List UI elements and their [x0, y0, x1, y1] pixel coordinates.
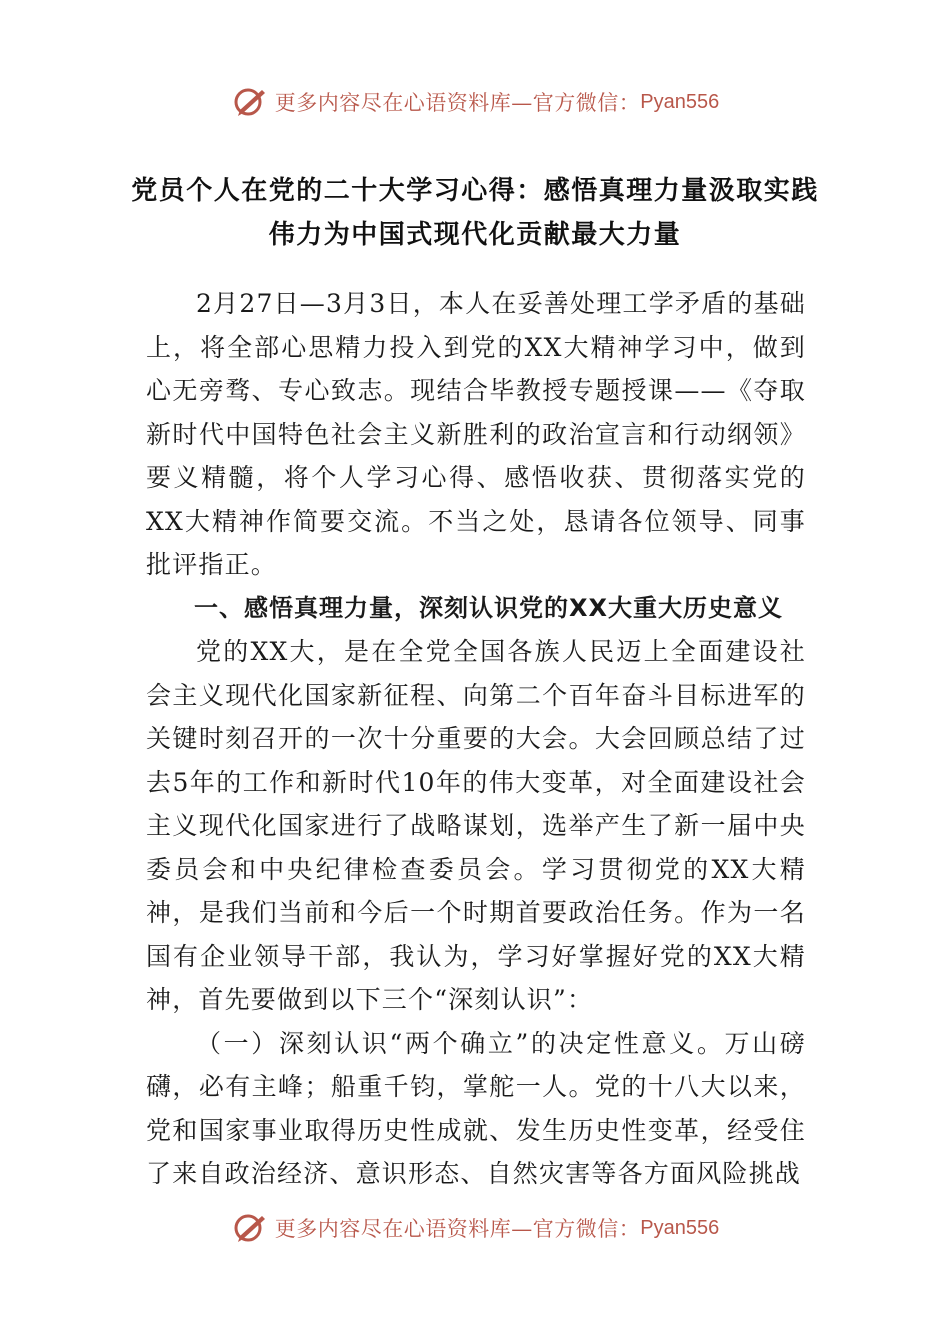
document-title-line1: 党员个人在党的二十大学习心得：感悟真理力量汲取实践	[131, 176, 819, 206]
watermark-banner-bottom	[0, 1206, 950, 1250]
subsection-paragraph: （一）深刻认识“两个确立”的决定性意义。万山磅礴，必有主峰；船重千钧，掌舵一人。党的十八大以来，党和国家事业取得历史性成就、发生历史性变革，经受住了来自政治经济、意识形态、自然灾害等各方面风险挑战	[146, 1028, 806, 1188]
document-title-line2: 伟力为中国式现代化贡献最大力量	[268, 220, 682, 250]
document-body	[146, 282, 806, 1196]
watermark-wechat-id: Pyan556	[640, 1216, 720, 1239]
watermark-text: 更多内容尽在心语资料库—官方微信：	[274, 1217, 641, 1241]
watermark-wechat-id: Pyan556	[640, 90, 720, 113]
intro-paragraph: 2月27日—3月3日，本人在妥善处理工学矛盾的基础上，将全部心思精力投入到党的XX大精神学习中，做到心无旁骛、专心致志。现结合毕教授专题授课——《夺取新时代中国特色社会主义新胜利的政治宣言和行动纲领》要义精髓，将个人学习心得、感悟收获、贯彻落实党的XX大精神作简要交流。不当之处，恳请各位领导、同事批评指正。	[146, 289, 806, 579]
pen-logo-icon	[231, 1208, 271, 1248]
pen-logo-icon	[231, 82, 271, 122]
section-paragraph: 党的XX大，是在全党全国各族人民迈上全面建设社会主义现代化国家新征程、向第二个百年奋斗目标进军的关键时刻召开的一次十分重要的大会。大会回顾总结了过去5年的工作和新时代10年的伟大变革，对全面建设社会主义现代化国家进行了战略谋划，选举产生了新一届中央委员会和中央纪律检查委员会。学习贯彻党的XX大精神，是我们当前和今后一个时期首要政治任务。作为一名国有企业领导干部，我认为，学习好掌握好党的XX大精神，首先要做到以下三个“深刻认识”：	[146, 637, 806, 1014]
watermark-banner-top	[0, 80, 950, 124]
section-heading: 一、感悟真理力量，深刻认识党的XX大重大历史意义	[194, 593, 784, 622]
watermark-text: 更多内容尽在心语资料库—官方微信：	[274, 91, 641, 115]
